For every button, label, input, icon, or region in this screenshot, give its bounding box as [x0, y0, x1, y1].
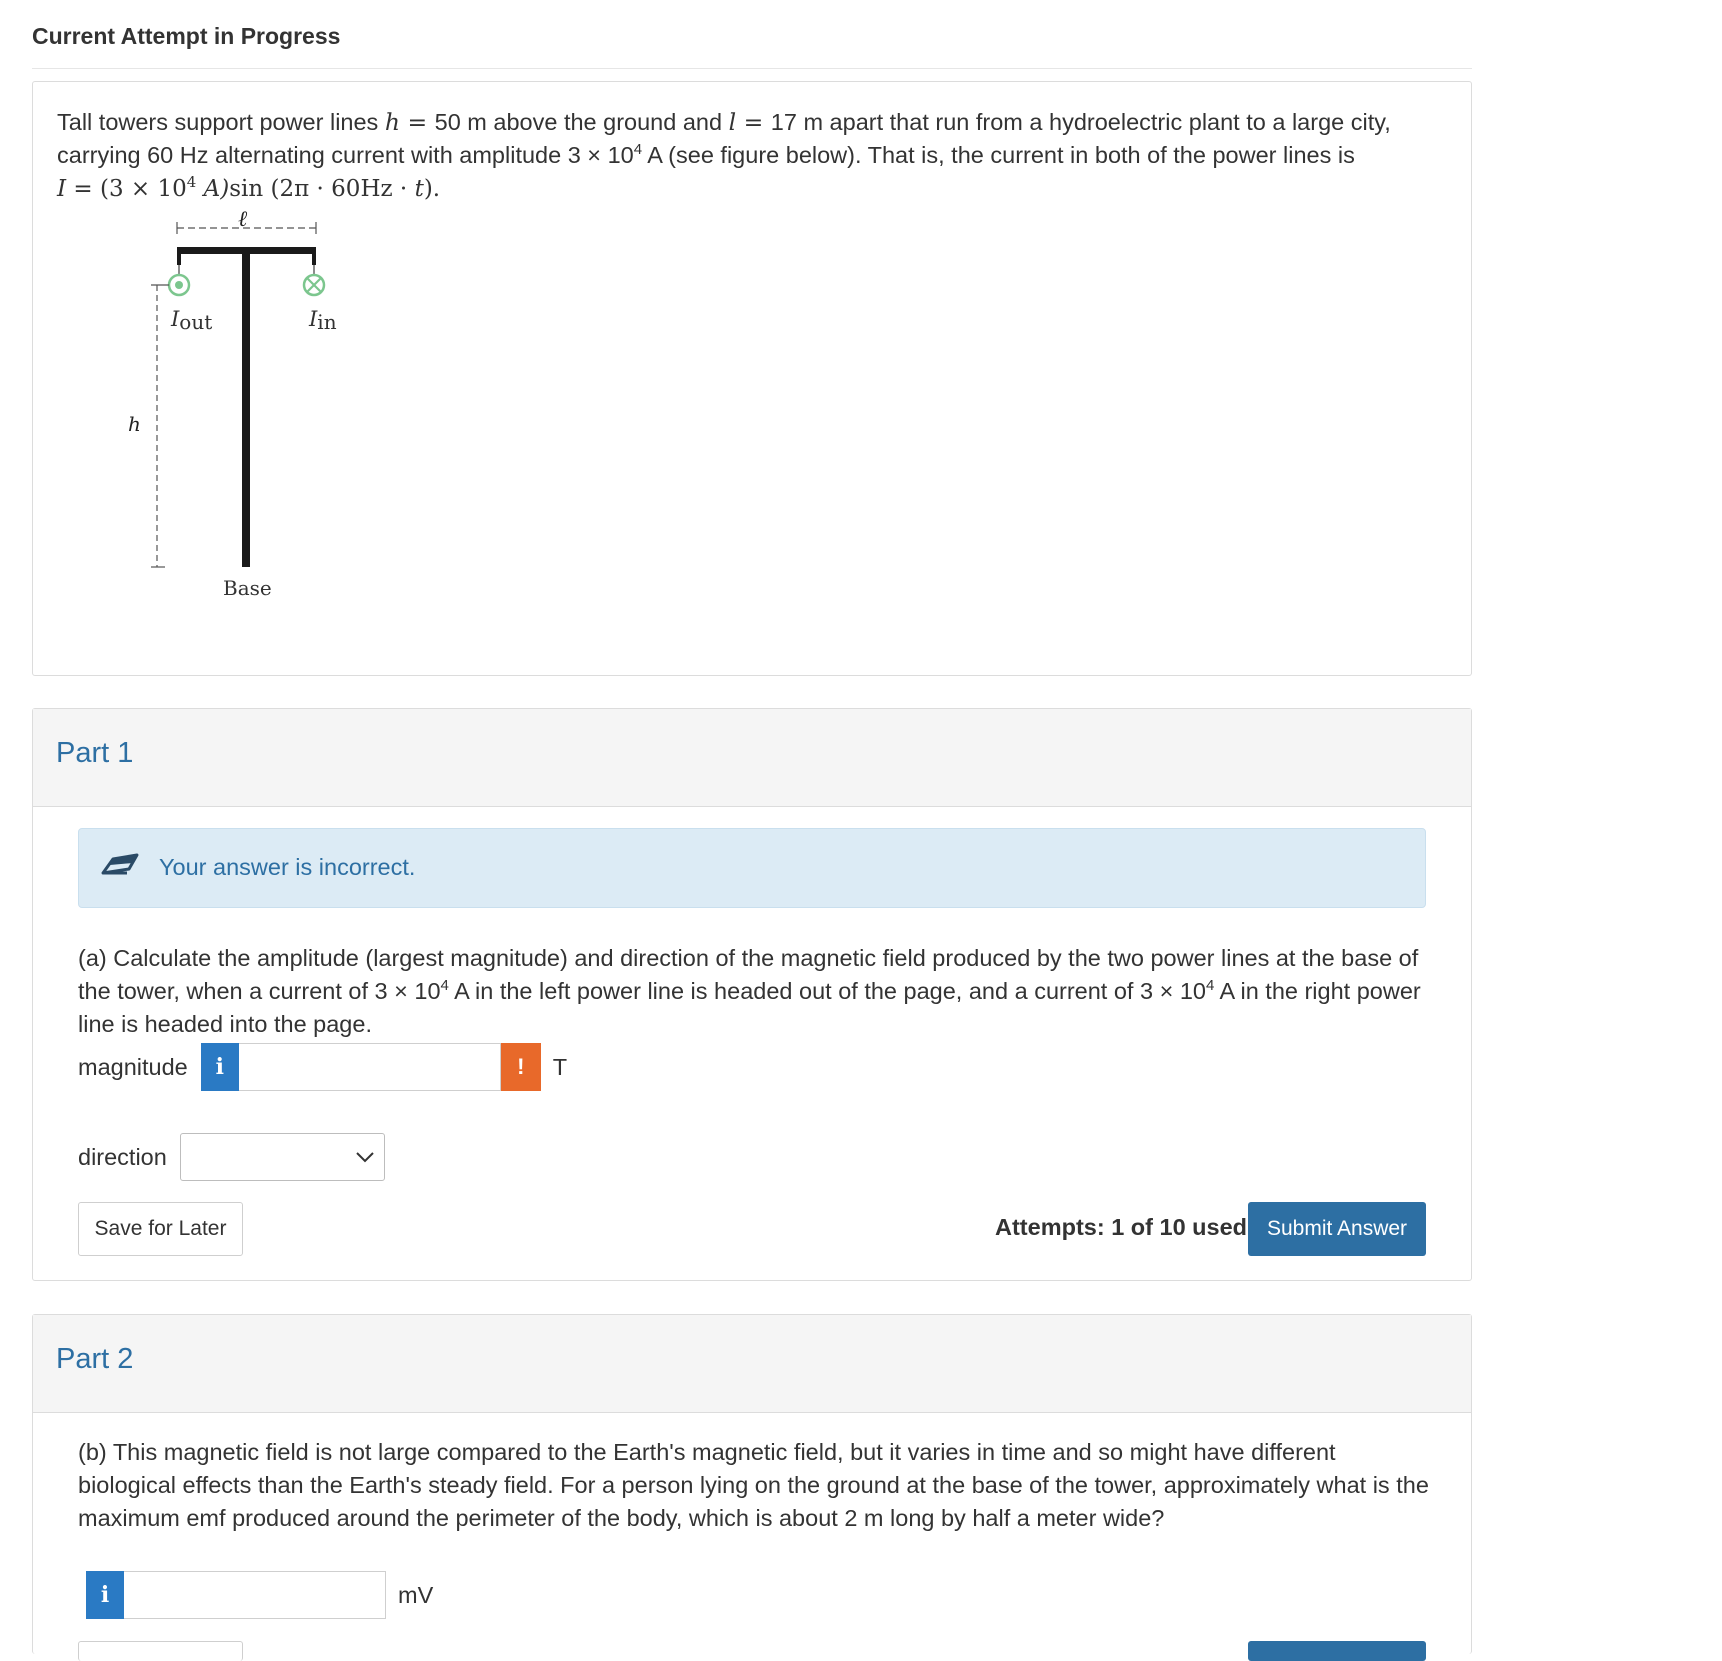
current-in-icon	[304, 275, 324, 295]
tower	[177, 247, 316, 567]
submit-answer-button[interactable]: Submit Answer	[1248, 1202, 1426, 1256]
info-icon[interactable]: i	[201, 1043, 239, 1091]
direction-label: direction	[78, 1143, 167, 1170]
emf-row	[86, 1571, 433, 1619]
h-variable: h	[384, 108, 400, 136]
current-formula: $I = (3 \times 10^4$ A)sin (2π · 60Hz · t).	[57, 173, 441, 202]
warning-icon[interactable]: !	[501, 1043, 541, 1091]
page-title: Current Attempt in Progress	[32, 23, 341, 49]
question-panel	[32, 81, 1472, 676]
i-out-label: Iout	[171, 307, 213, 334]
intro-text: Tall towers support power lines	[57, 109, 379, 135]
emf-unit: mV	[398, 1581, 434, 1608]
i-in-label: Iin	[309, 307, 337, 334]
emf-input[interactable]	[124, 1571, 386, 1619]
l-value-text: 17 m apart that run from a hydroelectric plant to a large city,	[770, 109, 1391, 135]
h-dimension-line	[151, 285, 169, 567]
magnitude-row	[78, 1043, 567, 1091]
l-label: ℓ	[238, 207, 248, 232]
part-2-header	[33, 1315, 1471, 1413]
part-1-question: (a) Calculate the amplitude (largest magnitude) and direction of the magnetic field produced by the two power lines at the base of the tower, when a current of $3 \times 10^4$ A in the left power line is headed out of the page, and a current of $3 \times 10^4$ A in the right power line is headed into the page.	[78, 945, 1421, 1037]
info-icon[interactable]: i	[86, 1571, 124, 1619]
eraser-icon	[101, 851, 139, 884]
line2-text: carrying 60 Hz alternating current with amplitude $3 \times 10^4$ A (see figure below). That is, the current in both of the power lines is	[57, 141, 1355, 168]
page-header	[32, 18, 1472, 69]
magnitude-label: magnitude	[78, 1053, 188, 1080]
base-label: Base	[223, 576, 272, 600]
part-1-panel	[32, 708, 1472, 1281]
part-1-header	[33, 709, 1471, 807]
equals-sign: =	[736, 108, 771, 136]
h-value-text: 50 m above the ground and	[434, 109, 723, 135]
direction-select[interactable]	[180, 1133, 385, 1181]
tower-figure	[73, 207, 337, 602]
part-2-panel	[32, 1314, 1472, 1654]
attempts-counter: Attempts: 1 of 10 used	[995, 1214, 1248, 1240]
magnitude-unit: T	[552, 1053, 568, 1080]
question-text	[57, 106, 1457, 206]
part-1-title: Part 1	[56, 737, 134, 769]
part-2-title: Part 2	[56, 1343, 134, 1375]
l-variable: l	[728, 108, 737, 136]
alert-message: Your answer is incorrect.	[159, 854, 416, 880]
current-out-icon	[169, 275, 189, 295]
equals-sign: =	[399, 108, 435, 136]
save-for-later-button-partial[interactable]	[78, 1641, 243, 1661]
save-for-later-button[interactable]: Save for Later	[78, 1202, 243, 1256]
direction-row	[78, 1133, 385, 1181]
incorrect-alert	[78, 828, 1426, 908]
magnitude-input[interactable]	[239, 1043, 501, 1091]
submit-answer-button-partial[interactable]	[1248, 1641, 1426, 1661]
h-label: h	[128, 412, 141, 436]
chevron-down-icon	[356, 1151, 374, 1163]
part-2-question: (b) This magnetic field is not large compared to the Earth's magnetic field, but it varies in time and so might have different biological effects than the Earth's steady field. For a person lying on the ground at the base of the tower, approximately what is the maximum emf produced around the perimeter of the body, which is about 2 m long by half a meter wide?	[78, 1439, 1429, 1531]
